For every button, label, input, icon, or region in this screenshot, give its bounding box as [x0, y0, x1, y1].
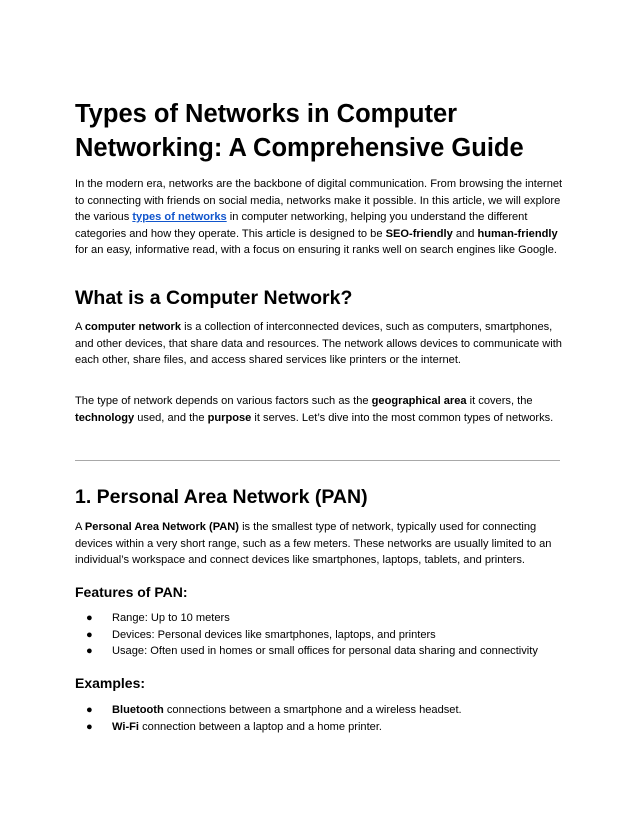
bullet-icon: ● — [86, 645, 93, 657]
list-item: ● Range: Up to 10 meters — [75, 610, 565, 627]
bullet-icon: ● — [86, 612, 93, 624]
examples-list — [75, 702, 565, 735]
examples-heading: Examples: — [75, 675, 146, 691]
section-heading-pan: 1. Personal Area Network (PAN) — [75, 486, 368, 508]
bullet-icon: ● — [86, 628, 93, 641]
list-item: ● Devices: Personal devices like smartphones, laptops, and printers — [75, 627, 565, 644]
features-list — [75, 610, 565, 660]
list-item: ● Wi-Fi connection between a laptop and a home printer. — [75, 719, 565, 736]
features-heading: Features of PAN: — [75, 584, 188, 600]
computer-network-definition-paragraph: A computer network is a collection of interconnected devices, such as computers, smartphones, and other devices, that share data and resources. The network allows devices to communicate with each other, share files, and access shared services like printers or the internet. — [75, 321, 562, 366]
intro-paragraph: In the modern era, networks are the backbone of digital communication. From browsing the internet to connecting with friends on social media, networks make it possible. In this article, we will explore the various types of networks in computer networking, helping you understand the different categories and how they operate. This article is designed to be SEO-friendly and human-friendly for an easy, informative read, with a focus on ensuring it ranks well on search engines like Google. — [75, 178, 563, 256]
list-item: ● Usage: Often used in homes or small offices for personal data sharing and connectivity — [75, 643, 565, 660]
section-heading-computer-network: What is a Computer Network? — [75, 287, 353, 309]
document-title: Types of Networks in Computer Networking: A Comprehensive Guide — [75, 100, 524, 162]
section-divider — [75, 460, 560, 461]
network-factors-paragraph: The type of network depends on various factors such as the geographical area it covers, the technology used, and the purpose it serves. Let’s dive into the most common types of networks. — [75, 395, 554, 424]
types-of-networks-link[interactable]: types of networks — [132, 211, 227, 223]
pan-definition-paragraph: A Personal Area Network (PAN) is the smallest type of network, typically used for connecting devices within a very short range, such as a few meters. These networks are usually limited to an individual’s workspace and connect devices like smartphones, laptops, tablets, and printers. — [75, 521, 552, 566]
bullet-icon: ● — [86, 720, 93, 733]
list-item: ● Bluetooth connections between a smartphone and a wireless headset. — [75, 702, 565, 719]
bullet-icon: ● — [86, 704, 93, 716]
